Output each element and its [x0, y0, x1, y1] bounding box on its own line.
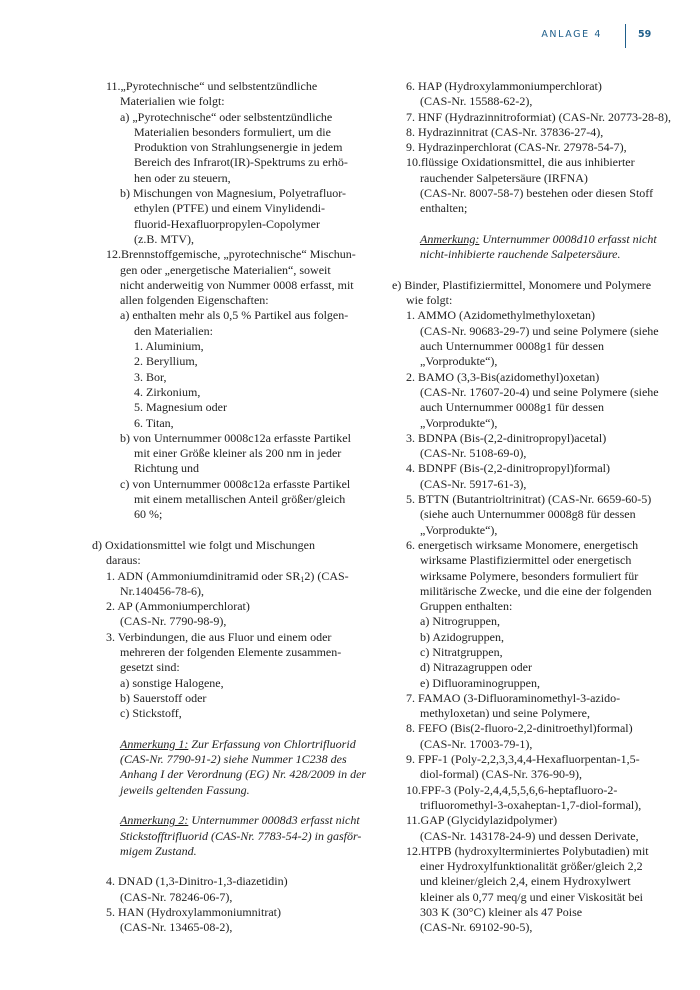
text-line: (CAS-Nr. 5917-61-3),	[420, 476, 527, 491]
text-line: (CAS-Nr. 5108-69-0),	[420, 446, 527, 461]
text-line: Produktion von Strahlungsenergie in jedem	[134, 140, 343, 155]
header-divider	[625, 24, 626, 48]
text-line: a) sonstige Halogene,	[120, 675, 224, 690]
text-line: wie folgt:	[406, 293, 453, 308]
text-line: jeweils geltenden Fassung.	[120, 782, 250, 797]
text-line: mit einem metallischen Anteil größer/gleich	[134, 492, 346, 507]
text-line	[92, 569, 362, 584]
subscript: 1	[300, 574, 305, 584]
text-line: c) Nitratgruppen,	[420, 644, 503, 659]
text-line: gen oder „energetische Materialien“, soweit	[120, 262, 331, 277]
note-label: Anmerkung:	[420, 231, 480, 246]
text-line: 10.FPF-3 (Poly-2,4,4,5,5,6,6-heptafluoro-2-	[406, 782, 618, 797]
note-2	[92, 813, 362, 859]
text-line: Stickstofftrifluorid (CAS-Nr. 7783-54-2) in gasför-	[120, 828, 362, 843]
item-12	[92, 247, 362, 522]
text-line: (CAS-Nr. 7790-98-9),	[120, 614, 227, 629]
text-line: wirksame Polymere, besonders formuliert für	[420, 568, 639, 583]
text-line: (CAS-Nr. 143178-24-9) und dessen Derivate,	[420, 828, 639, 843]
text-line: fluorid-Hexafluorpropylen-Copolymer	[134, 216, 320, 231]
text-line: b) von Unternummer 0008c12a erfasste Partikel	[120, 430, 351, 445]
text-span: 2) (CAS-	[304, 568, 349, 583]
text-line: (CAS-Nr. 15588-62-2),	[420, 94, 533, 109]
text-line: (CAS-Nr. 90683-29-7) und seine Polymere (siehe	[420, 323, 659, 338]
note	[392, 232, 662, 263]
text-line: „Vorprodukte“),	[420, 415, 498, 430]
text-line: auch Unternummer 0008g1 für dessen	[420, 400, 604, 415]
text-line: nicht anderweitig von Nummer 0008 erfasst, mit	[120, 277, 354, 292]
text-line: 11.„Pyrotechnische“ und selbstentzündliche	[106, 79, 318, 93]
spacer	[92, 523, 362, 538]
text-line: b) Azidogruppen,	[420, 629, 504, 644]
text-line: 60 %;	[134, 507, 163, 522]
text-line: 9. Hydrazinperchlorat (CAS-Nr. 27978-54-7),	[406, 140, 627, 155]
left-column	[92, 79, 367, 936]
text-line: 1. Aluminium,	[134, 339, 204, 354]
text-line: d) Nitrazagruppen oder	[420, 660, 532, 675]
text-line: auch Unternummer 0008g1 für dessen	[420, 339, 604, 354]
text-line: 3. Verbindungen, die aus Fluor und einem oder	[106, 629, 332, 644]
text-line: Nr.140456-78-6),	[120, 583, 204, 598]
text-line: wirksame Plastifiziermittel oder energetisch	[420, 553, 632, 568]
note-label: Anmerkung 2:	[120, 813, 189, 828]
text-line: und kleiner/gleich 2,4, einem Hydroxylwert	[420, 874, 631, 889]
text-line: Anhang I der Verordnung (EG) Nr. 428/2009 in der	[120, 767, 367, 782]
text-line: a) „Pyrotechnische“ oder selbstentzündliche	[120, 109, 333, 124]
text-line: 10.flüssige Oxidationsmittel, die aus inhibierter	[406, 155, 635, 170]
note-1	[92, 736, 367, 798]
text-line: trifluoromethyl-3-oxaheptan-1,7-diol-formal),	[420, 797, 642, 812]
text-line: 1. AMMO (Azidomethylmethyloxetan)	[406, 308, 595, 323]
text-line	[92, 737, 362, 752]
text-line: 6. energetisch wirksame Monomere, energetisch	[406, 537, 639, 552]
text-line: 8. Hydrazinnitrat (CAS-Nr. 37836-27-4),	[406, 124, 604, 139]
text-line: (CAS-Nr. 17003-79-1),	[420, 736, 533, 751]
text-line: e) Binder, Plastifiziermittel, Monomere und Polymere	[392, 277, 652, 292]
spacer	[92, 721, 362, 736]
text-line: rauchender Salpetersäure (IRFNA)	[420, 170, 588, 185]
text-line: e) Difluoraminogruppen,	[420, 675, 540, 690]
text-line	[392, 232, 662, 247]
text-line: gesetzt sind:	[120, 660, 180, 675]
text-line	[92, 813, 362, 828]
text-line: allen folgenden Eigenschaften:	[120, 293, 269, 308]
text-line: 5. BTTN (Butantrioltrinitrat) (CAS-Nr. 6659-60-5)	[406, 492, 652, 507]
text-line: Gruppen enthalten:	[420, 599, 513, 614]
text-line: 5. Magnesium oder	[134, 400, 227, 415]
text-line: (CAS-Nr. 17607-20-4) und seine Polymere (siehe	[420, 384, 659, 399]
text-line: 4. Zirkonium,	[134, 384, 201, 399]
text-line: 4. BDNPF (Bis-(2,2-dinitropropyl)formal)	[406, 461, 610, 476]
text-line: 5. HAN (Hydroxylammoniumnitrat)	[106, 905, 281, 920]
text-line: mit einer Größe kleiner als 200 nm in jeder	[134, 446, 342, 461]
text-line: 9. FPF-1 (Poly-2,2,3,3,4,4-Hexafluorpentan-1,5-	[406, 752, 640, 767]
item-11	[92, 79, 362, 247]
text-line: ethylen (PTFE) und einem Vinylidendi-	[134, 201, 326, 216]
section-e	[392, 278, 662, 936]
page-number: 59	[638, 29, 652, 40]
text-line: einer Hydroxylfunktionalität größer/gleich 2,2	[420, 859, 643, 874]
text-line: a) Nitrogruppen,	[420, 614, 500, 629]
text-line: 11.GAP (Glycidylazidpolymer)	[406, 813, 558, 828]
spacer	[92, 859, 362, 874]
text-line: 3. Bor,	[134, 369, 167, 384]
section-d-continued	[392, 79, 671, 263]
text-line: methyloxetan) und seine Polymere,	[420, 706, 590, 721]
text-line: Materialien wie folgt:	[120, 94, 225, 109]
spacer	[392, 263, 662, 278]
text-line: c) von Unternummer 0008c12a erfasste Partikel	[120, 476, 351, 491]
right-column	[392, 79, 671, 936]
text-line: 2. AP (Ammoniumperchlorat)	[106, 599, 250, 614]
text-line: (CAS-Nr. 13465-08-2),	[120, 920, 233, 935]
text-line: 2. Beryllium,	[134, 354, 198, 369]
text-line: 4. DNAD (1,3-Dinitro-1,3-diazetidin)	[106, 874, 288, 889]
text-span: Unternummer 0008d10 erfasst nicht	[479, 231, 657, 246]
text-line: 7. HNF (Hydrazinnitroformiat) (CAS-Nr. 20773-28-8),	[406, 109, 671, 124]
text-line: (CAS-Nr. 69102-90-5),	[420, 920, 533, 935]
text-line: (CAS-Nr. 78246-06-7),	[120, 889, 233, 904]
spacer	[92, 798, 362, 813]
text-line: b) Sauerstoff oder	[120, 690, 207, 705]
text-line: (CAS-Nr. 8007-58-7) bestehen oder diesen Stoff	[420, 186, 654, 201]
spacer	[392, 217, 662, 232]
text-line: 7. FAMAO (3-Difluoraminomethyl-3-azido-	[406, 690, 621, 705]
text-line: d) Oxidationsmittel wie folgt und Mischungen	[92, 537, 315, 552]
text-line: 12.HTPB (hydroxylterminiertes Polybutadien) mit	[406, 843, 649, 858]
text-line: „Vorprodukte“),	[420, 354, 498, 369]
text-line: migem Zustand.	[120, 843, 197, 858]
text-line: (CAS-Nr. 7790-91-2) siehe Nummer 1C238 des	[120, 752, 347, 767]
text-line: 12.Brennstoffgemische, „pyrotechnische“ Mischun-	[106, 247, 356, 262]
text-line: 6. HAP (Hydroxylammoniumperchlorat)	[406, 79, 602, 93]
text-line: c) Stickstoff,	[120, 706, 182, 721]
text-line: militärische Zwecke, und die eine der folgenden	[420, 583, 652, 598]
text-line: 3. BDNPA (Bis-(2,2-dinitropropyl)acetal)	[406, 430, 607, 445]
note-label: Anmerkung 1:	[120, 736, 189, 751]
text-line: (siehe auch Unternummer 0008g8 für dessen	[420, 507, 636, 522]
section-label: ANLAGE 4	[541, 29, 602, 40]
text-line: 8. FEFO (Bis(2-fluoro-2,2-dinitroethyl)formal)	[406, 721, 633, 736]
text-line: daraus:	[106, 553, 141, 568]
text-line: enthalten;	[420, 201, 468, 216]
text-line: a) enthalten mehr als 0,5 % Partikel aus folgen-	[120, 308, 349, 323]
text-line: mehreren der folgenden Elemente zusammen-	[120, 644, 342, 659]
text-line: Bereich des Infrarot(IR)-Spektrums zu erhö-	[134, 155, 348, 170]
text-span: 1. ADN (Ammoniumdinitramid oder SR	[106, 568, 301, 583]
text-line: kleiner als 0,77 meq/g und einer Viskosität bei	[420, 889, 644, 904]
text-line: Richtung und	[134, 461, 199, 476]
text-line: b) Mischungen von Magnesium, Polyetrafluor-	[120, 186, 347, 201]
text-span: Zur Erfassung von Chlortrifluorid	[188, 736, 356, 751]
text-line: 303 K (30°C) kleiner als 47 Poise	[420, 905, 583, 920]
text-line: 2. BAMO (3,3-Bis(azidomethyl)oxetan)	[406, 369, 600, 384]
text-span: Unternummer 0008d3 erfasst nicht	[188, 813, 360, 828]
text-line: Materialien besonders formuliert, um die	[134, 124, 331, 139]
text-line: diol-formal) (CAS-Nr. 376-90-9),	[420, 767, 582, 782]
text-line: 6. Titan,	[134, 415, 174, 430]
text-line: den Materialien:	[134, 323, 213, 338]
text-line: „Vorprodukte“),	[420, 522, 498, 537]
section-d	[92, 537, 367, 936]
text-line: (z.B. MTV),	[134, 231, 194, 246]
text-line: hen oder zu steuern,	[134, 170, 231, 185]
text-line: nicht-inhibierte rauchende Salpetersäure.	[420, 247, 621, 262]
